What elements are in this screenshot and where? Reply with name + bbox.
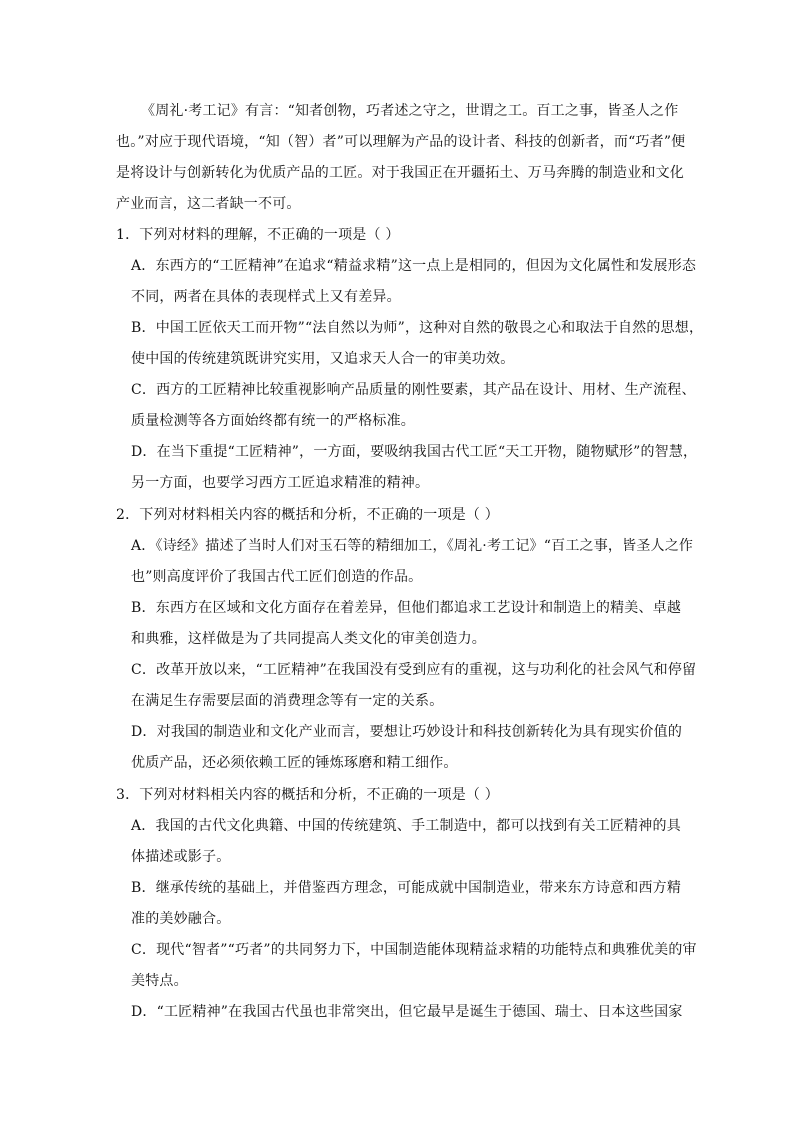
q3-option-a-cont: 体描述或影子。 (131, 849, 231, 865)
q3-option-c-cont: 美特点。 (131, 973, 188, 989)
q3-option-b: B．继承传统的基础上，并借鉴西方理念，可能成就中国制造业，带来东方诗意和西方精 (131, 880, 682, 896)
q1-option-b: B．中国工匠依天工而开物”“法自然以为师”，这种对自然的敬畏之心和取法于自然的思想， (131, 320, 704, 336)
q2-option-b-cont: 和典雅，这样做是为了共同提高人类文化的审美创造力。 (131, 631, 486, 647)
q2-option-b: B．东西方在区域和文化方面存在着差异，但他们都追求工艺设计和制造上的精美、卓越 (131, 600, 682, 616)
passage-line: 也。”对应于现代语境，“知（智）者”可以理解为产品的设计者、科技的创新者，而“巧者”便 (116, 134, 686, 150)
q3-option-b-cont: 准的美妙融合。 (131, 911, 231, 927)
passage-line: 产业而言，这二者缺一不可。 (116, 196, 301, 212)
q1-option-c-cont: 质量检测等各方面始终都有统一的严格标准。 (131, 413, 415, 429)
passage-line: 是将设计与创新转化为优质产品的工匠。对于我国正在开疆拓土、万马奔腾的制造业和文化 (116, 165, 684, 181)
q2-option-c: C．改革开放以来，“工匠精神”在我国没有受到应有的重视，这与功利化的社会风气和停留 (131, 662, 697, 678)
q2-option-d-cont: 优质产品，还必须依赖工匠的锤炼琢磨和精工细作。 (131, 755, 458, 771)
q3-option-d: D．“工匠精神”在我国古代虽也非常突出，但它最早是诞生于德国、瑞士、日本这些国家 (131, 1004, 683, 1020)
q1-option-c: C．西方的工匠精神比较重视影响产品质量的刚性要素，其产品在设计、用材、生产流程、 (131, 382, 696, 398)
question-2-stem: 2．下列对材料相关内容的概括和分析，不正确的一项是（ ） (116, 507, 499, 523)
q2-option-c-cont: 在满足生存需要层面的消费理念等有一定的关系。 (131, 693, 444, 709)
q3-option-c: C．现代“智者”“巧者”的共同努力下，中国制造能体现精益求精的功能特点和典雅优美的审 (131, 942, 697, 958)
q3-option-a: A．我国的古代文化典籍、中国的传统建筑、手工制造中，都可以找到有关工匠精神的具 (131, 818, 681, 834)
q1-option-a: A．东西方的“工匠精神”在追求“精益求精”这一点上是相同的，但因为文化属性和发展形态 (131, 258, 697, 274)
q2-option-a: A．《诗经》描述了当时人们对玉石等的精细加工，《周礼·考工记》“百工之事，皆圣人之作 (131, 538, 694, 554)
question-3-stem: 3．下列对材料相关内容的概括和分析，不正确的一项是（ ） (116, 787, 499, 803)
q1-option-d: D．在当下重提“工匠精神”，一方面，要吸纳我国古代工匠“天工开物，随物赋形”的智慧， (131, 444, 698, 460)
q1-option-a-cont: 不同，两者在具体的表现样式上又有差异。 (131, 289, 401, 305)
passage-line: 《周礼·考工记》有言：“知者创物，巧者述之守之，世谓之工。百工之事，皆圣人之作 (141, 103, 679, 119)
q2-option-a-cont: 也”则高度评价了我国古代工匠们创造的作品。 (131, 569, 423, 585)
q2-option-d: D．对我国的制造业和文化产业而言，要想让巧妙设计和科技创新转化为具有现实价值的 (131, 724, 683, 740)
q1-option-b-cont: 使中国的传统建筑既讲究实用，又追求天人合一的审美功效。 (131, 351, 515, 367)
question-1-stem: 1．下列对材料的理解，不正确的一项是（ ） (116, 227, 400, 243)
q1-option-d-cont: 另一方面，也要学习西方工匠追求精准的精神。 (131, 475, 430, 491)
